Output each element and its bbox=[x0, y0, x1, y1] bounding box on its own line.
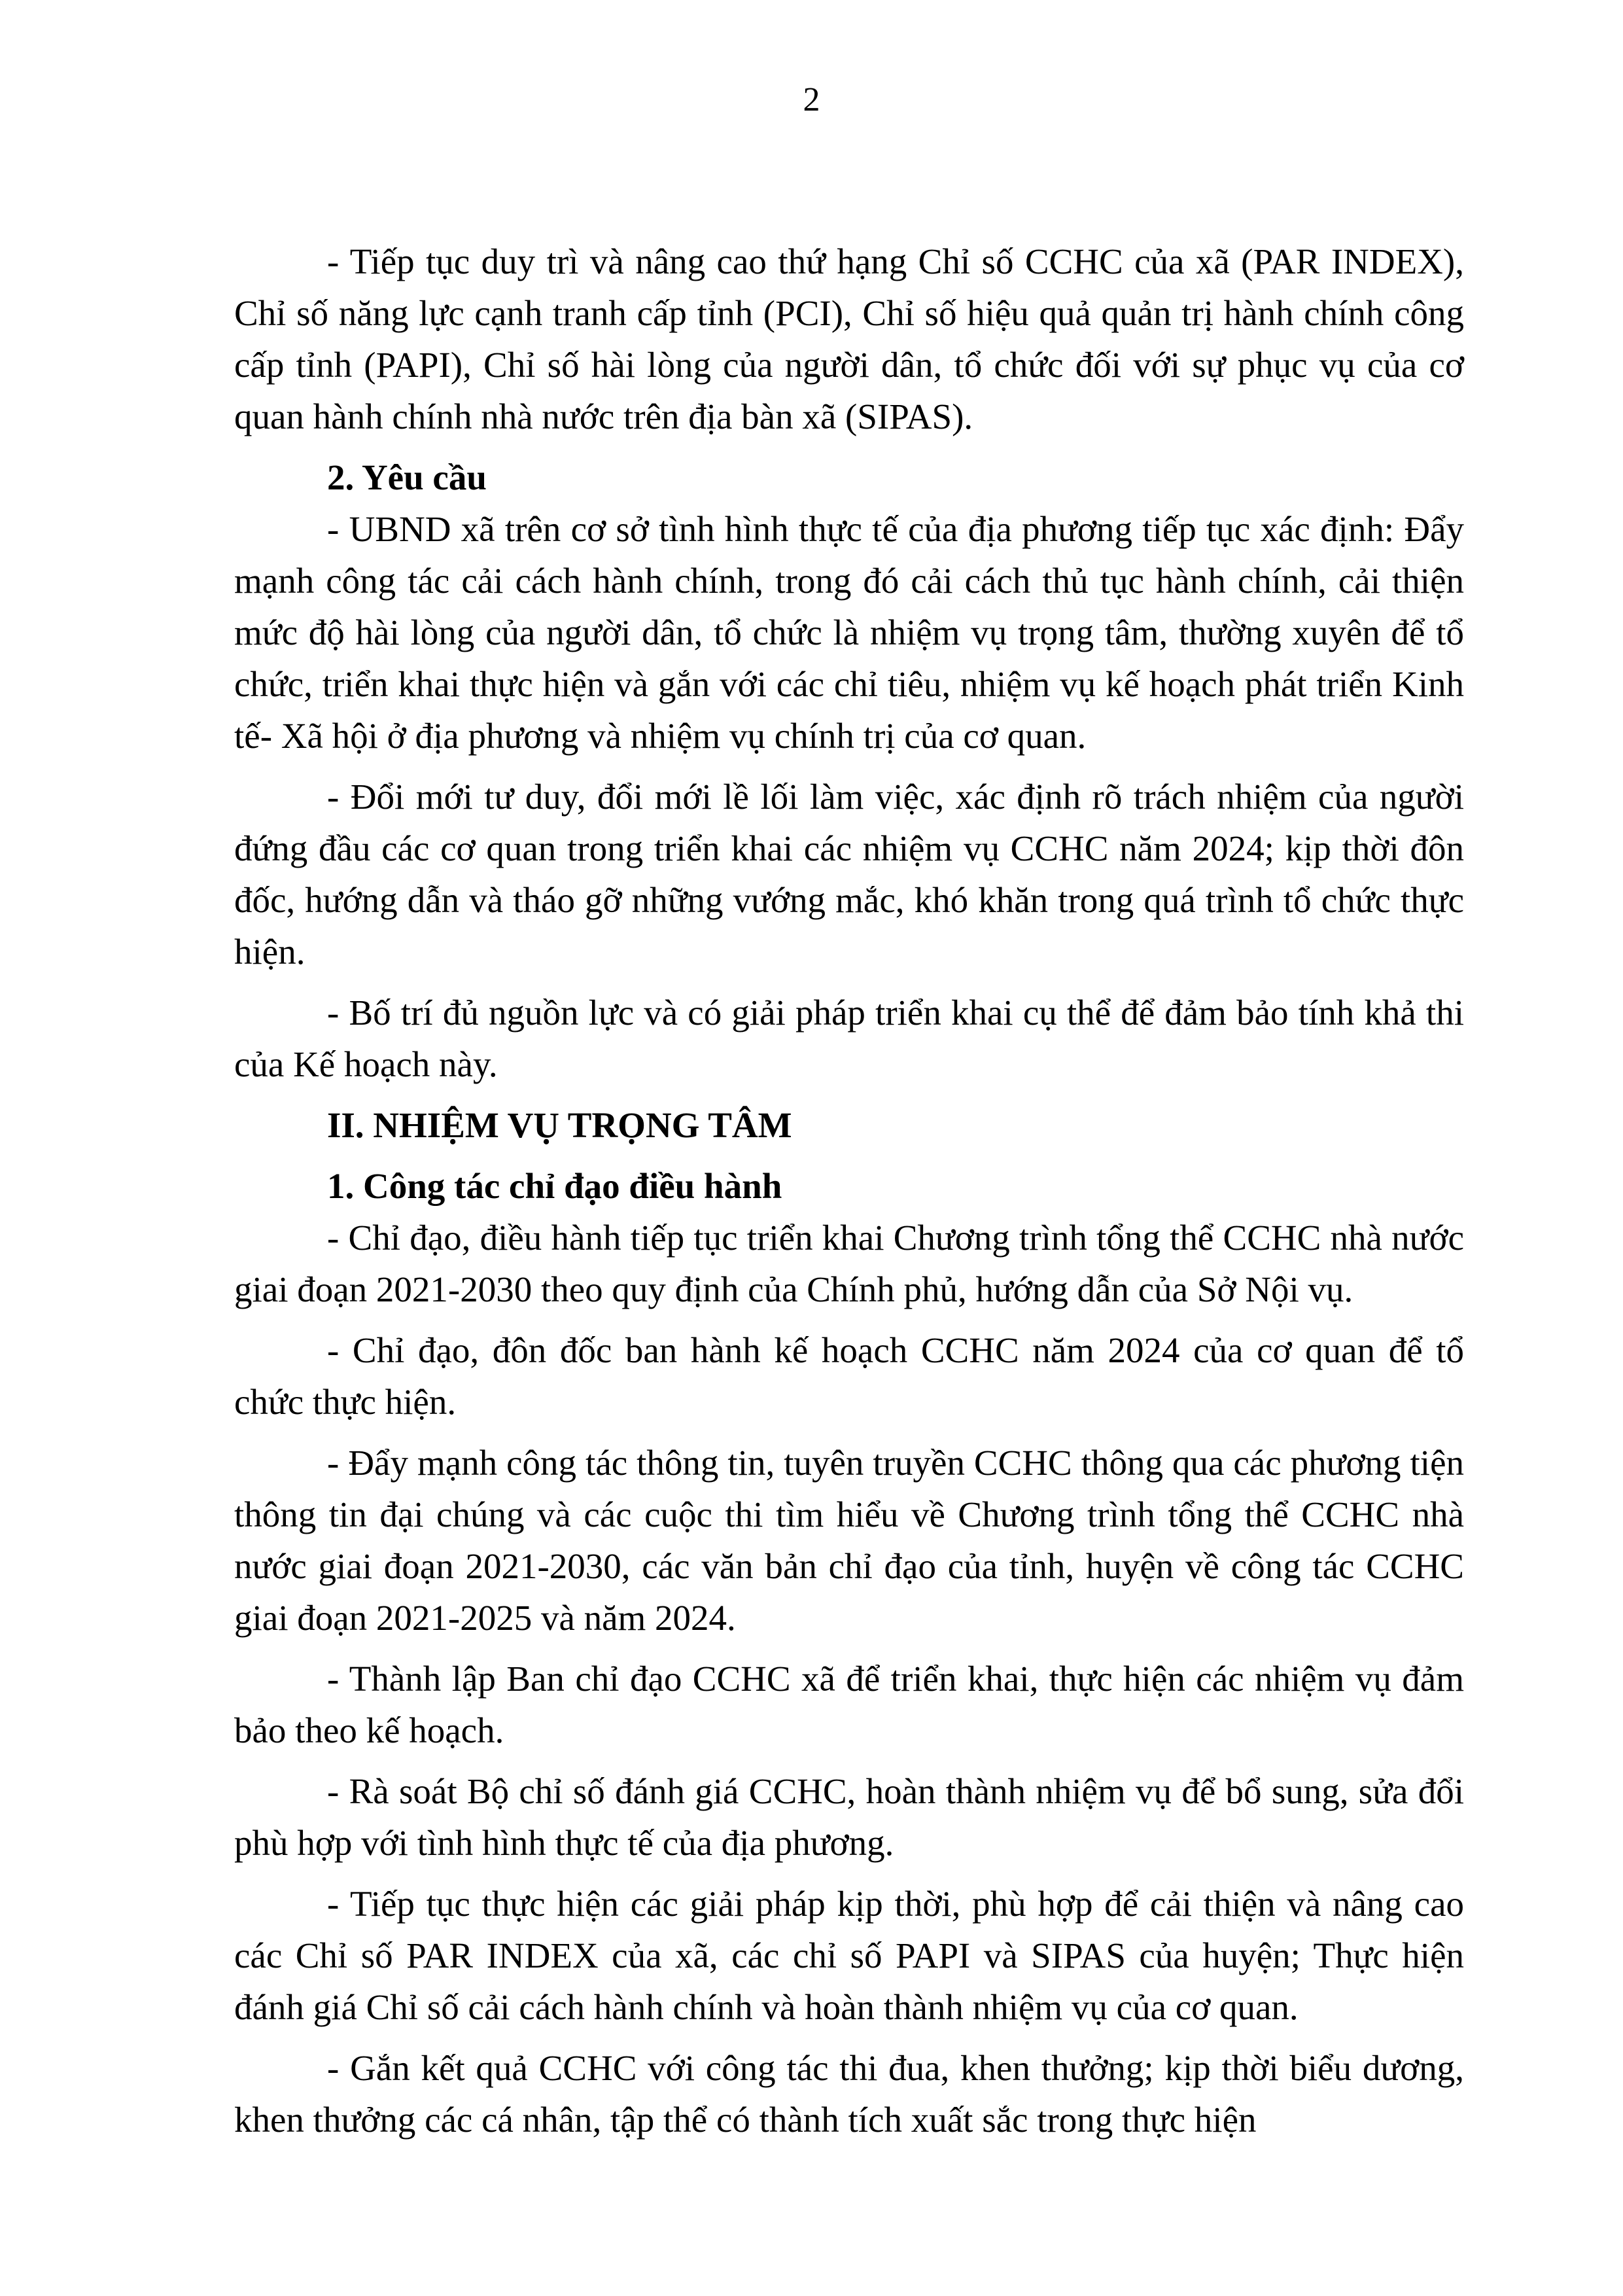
paragraph-improve-indexes: - Tiếp tục thực hiện các giải pháp kịp thời, phù hợp để cải thiện và nâng cao các Chỉ số PAR INDEX của xã, các chỉ số PAPI và SIPAS của huyện; Thực hiện đánh giá Chỉ số cải cách hành chính và hoàn thành nhiệm vụ của cơ quan. bbox=[234, 1884, 1464, 2027]
paragraph-review-index: - Rà soát Bộ chỉ số đánh giá CCHC, hoàn thành nhiệm vụ để bổ sung, sửa đổi phù hợp với tình hình thực tế của địa phương. bbox=[234, 1771, 1464, 1863]
document-body bbox=[234, 236, 1464, 2155]
paragraph-emulation-reward: - Gắn kết quả CCHC với công tác thi đua, khen thưởng; kịp thời biểu dương, khen thưởng các cá nhân, tập thể có thành tích xuất sắc trong thực hiện bbox=[234, 2048, 1464, 2140]
paragraph-innovate-thinking: - Đổi mới tư duy, đổi mới lề lối làm việc, xác định rõ trách nhiệm của người đứng đầu các cơ quan trong triển khai các nhiệm vụ CCHC năm 2024; kịp thời đôn đốc, hướng dẫn và tháo gỡ những vướng mắc, khó khăn trong quá trình tổ chức thực hiện. bbox=[234, 777, 1464, 972]
paragraph-propaganda: - Đẩy mạnh công tác thông tin, tuyên truyền CCHC thông qua các phương tiện thông tin đại chúng và các cuộc thi tìm hiểu về Chương trình tổng thể CCHC nhà nước giai đoạn 2021-2030, các văn bản chỉ đạo của tỉnh, huyện về công tác CCHC giai đoạn 2021-2025 và năm 2024. bbox=[234, 1443, 1464, 1638]
heading-key-tasks: II. NHIỆM VỤ TRỌNG TÂM bbox=[327, 1105, 792, 1145]
paragraph-issue-plan: - Chỉ đạo, đôn đốc ban hành kế hoạch CCHC năm 2024 của cơ quan để tổ chức thực hiện. bbox=[234, 1330, 1464, 1422]
paragraph-ubnd-determine: - UBND xã trên cơ sở tình hình thực tế của địa phương tiếp tục xác định: Đẩy mạnh công tác cải cách hành chính, trong đó cải cách thủ tục hành chính, cải thiện mức độ hài lòng của người dân, tổ chức là nhiệm vụ trọng tâm, thường xuyên để tổ chức, triển khai thực hiện và gắn với các chỉ tiêu, nhiệm vụ kế hoạch phát triển Kinh tế- Xã hội ở địa phương và nhiệm vụ chính trị của cơ quan. bbox=[234, 509, 1464, 756]
heading-requirements: 2. Yêu cầu bbox=[327, 457, 487, 497]
paragraph-maintain-indexes: - Tiếp tục duy trì và nâng cao thứ hạng Chỉ số CCHC của xã (PAR INDEX), Chỉ số năng lực cạnh tranh cấp tỉnh (PCI), Chỉ số hiệu quả quản trị hành chính công cấp tỉnh (PAPI), Chỉ số hài lòng của người dân, tổ chức đối với sự phục vụ của cơ quan hành chính nhà nước trên địa bàn xã (SIPAS). bbox=[234, 241, 1464, 436]
heading-direction-management: 1. Công tác chỉ đạo điều hành bbox=[327, 1166, 782, 1206]
page-number: 2 bbox=[803, 81, 820, 118]
paragraph-steering-committee: - Thành lập Ban chỉ đạo CCHC xã để triển khai, thực hiện các nhiệm vụ đảm bảo theo kế hoạch. bbox=[234, 1659, 1464, 1750]
paragraph-direct-program: - Chỉ đạo, điều hành tiếp tục triển khai Chương trình tổng thể CCHC nhà nước giai đoạn 2021-2030 theo quy định của Chính phủ, hướng dẫn của Sở Nội vụ. bbox=[234, 1218, 1464, 1309]
paragraph-allocate-resources: - Bố trí đủ nguồn lực và có giải pháp triển khai cụ thể để đảm bảo tính khả thi của Kế hoạch này. bbox=[234, 993, 1464, 1084]
